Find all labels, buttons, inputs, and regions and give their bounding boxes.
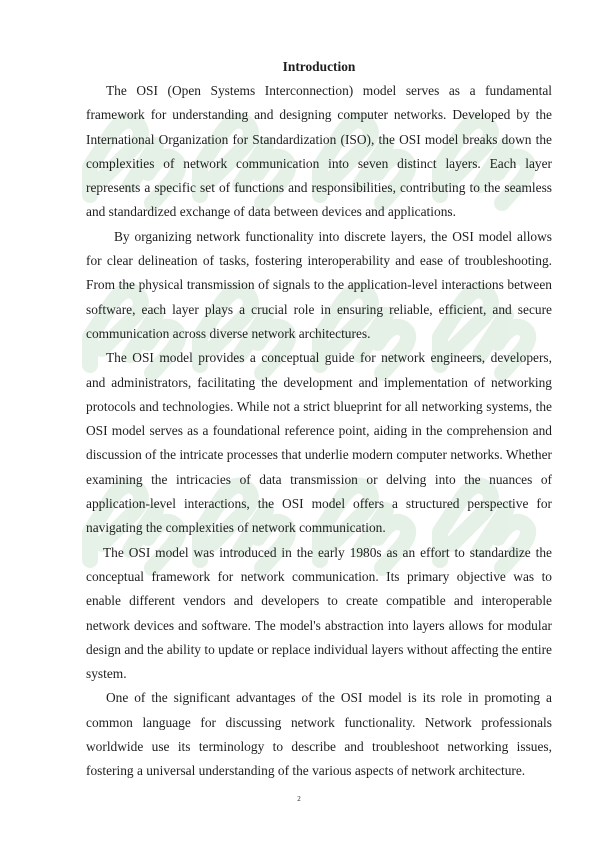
paragraph-1: The OSI (Open Systems Interconnection) model serves as a fundamental framework for understanding and designing computer networks. Developed by the International Organization for Standardization (ISO), the OSI model breaks down the complexities of network communication into seven distinct layers. Each layer represents a specific set of functions and responsibilities, contributing to the seamless and standardized exchange of data between devices and applications. [86, 83, 552, 220]
paragraph-5: One of the significant advantages of the OSI model is its role in promoting a common language for discussing network functionality. Network professionals worldwide use its terminology to describe and troubleshoot networking issues, fostering a universal understanding of the various aspects of network architecture. [86, 690, 552, 779]
paragraph-3: The OSI model provides a conceptual guide for network engineers, developers, and administrators, facilitating the development and implementation of networking protocols and technologies. While not a strict blueprint for all networking systems, the OSI model serves as a foundational reference point, aiding in the comprehension and discussion of the intricate processes that underlie modern computer networks. Whether examining the intricacies of data transmission or delving into the nuances of application-level interactions, the OSI model offers a structured perspective for navigating the complexities of network communication. [86, 350, 552, 536]
section-heading: Introduction [282, 59, 356, 74]
paragraph-2: By organizing network functionality into discrete layers, the OSI model allows for clear delineation of tasks, fostering interoperability and ease of troubleshooting. From the physical transmission of signals to the application-level interactions between software, each layer plays a crucial role in ensuring reliable, efficient, and secure communication across diverse network architectures. [86, 228, 552, 341]
page-number: 2 [297, 795, 301, 803]
document-body [86, 57, 552, 784]
paragraph-4: The OSI model was introduced in the early 1980s as an effort to standardize the conceptual framework for network communication. Its primary objective was to enable different vendors and developers to create compatible and interoperable network devices and software. The model's abstraction into layers allows for modular design and the ability to update or replace individual layers without affecting the entire system. [86, 544, 552, 682]
